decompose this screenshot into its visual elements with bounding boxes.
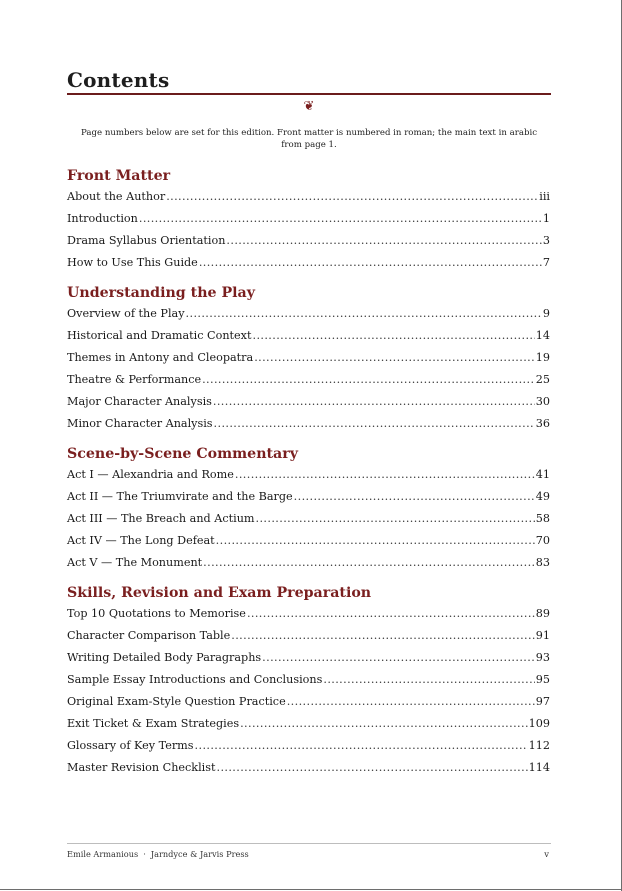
toc-entry-label: How to Use This Guide — [67, 256, 198, 269]
dot-leader — [287, 691, 535, 713]
toc-entry-page: 83 — [535, 556, 550, 569]
toc-entry-label: Master Revision Checklist — [67, 761, 216, 774]
dot-leader — [256, 508, 535, 530]
toc-entry-label: Theatre & Performance — [67, 373, 202, 386]
toc-entry-label: Drama Syllabus Orientation — [67, 234, 226, 247]
table-of-contents — [67, 166, 550, 779]
toc-entry-page: 9 — [542, 307, 550, 320]
toc-entry-page: 97 — [535, 695, 550, 708]
fleuron-ornament-icon: ❦ — [303, 99, 315, 114]
toc-entry-label: Historical and Dramatic Context — [67, 329, 252, 342]
toc-entry[interactable] — [67, 757, 550, 779]
toc-entry-label: Act III — The Breach and Actium — [67, 512, 255, 525]
dot-leader — [166, 186, 538, 208]
dot-leader — [195, 735, 528, 757]
dot-leader — [254, 347, 535, 369]
toc-entry-label: About the Author — [67, 190, 166, 203]
toc-entry-page: 30 — [535, 395, 550, 408]
section-heading: Understanding the Play — [67, 285, 255, 301]
dot-leader — [213, 391, 535, 413]
toc-entry[interactable] — [67, 691, 550, 713]
toc-entry-label: Introduction — [67, 212, 138, 225]
toc-entry-page: 14 — [535, 329, 550, 342]
toc-entry[interactable] — [67, 713, 550, 735]
footer-separator: · — [143, 849, 146, 859]
toc-entry-page: 91 — [535, 629, 550, 642]
toc-entry-label: Sample Essay Introductions and Conclusions — [67, 673, 323, 686]
toc-entry-page: 114 — [528, 761, 550, 774]
toc-entry-page: 109 — [528, 717, 550, 730]
toc-entry-label: Exit Ticket & Exam Strategies — [67, 717, 240, 730]
dot-leader — [294, 486, 535, 508]
footer-credits — [67, 849, 249, 859]
pagination-note: Page numbers below are set for this edition. Front matter is numbered in roman; the main text in arabic from page 1. — [80, 128, 538, 150]
toc-entry[interactable] — [67, 530, 550, 552]
dot-leader — [216, 530, 535, 552]
toc-entry[interactable] — [67, 552, 550, 574]
toc-entry-label: Glossary of Key Terms — [67, 739, 194, 752]
title-divider — [67, 93, 551, 95]
toc-entry-label: Minor Character Analysis — [67, 417, 213, 430]
toc-entry-page: 112 — [528, 739, 550, 752]
toc-entry-label: Overview of the Play — [67, 307, 185, 320]
dot-leader — [231, 625, 534, 647]
dot-leader — [235, 464, 535, 486]
toc-entry-page: 7 — [542, 256, 550, 269]
toc-entry[interactable] — [67, 625, 550, 647]
toc-entry-label: Original Exam-Style Question Practice — [67, 695, 286, 708]
toc-entry-page: 41 — [535, 468, 550, 481]
toc-entry[interactable] — [67, 647, 550, 669]
toc-entry[interactable] — [67, 391, 550, 413]
page-title: Contents — [67, 68, 170, 93]
toc-section — [67, 166, 550, 274]
toc-entry[interactable] — [67, 508, 550, 530]
toc-entry-page: 93 — [535, 651, 550, 664]
toc-entry[interactable] — [67, 603, 550, 625]
dot-leader — [139, 208, 542, 230]
dot-leader — [240, 713, 528, 735]
dot-leader — [252, 325, 534, 347]
page-edge-bottom — [0, 889, 622, 890]
toc-entry[interactable] — [67, 208, 550, 230]
toc-entry[interactable] — [67, 669, 550, 691]
toc-entry[interactable] — [67, 369, 550, 391]
toc-entry-label: Act I — Alexandria and Rome — [67, 468, 234, 481]
footer-author: Emile Armanious — [67, 849, 139, 859]
toc-entry-page: 36 — [535, 417, 550, 430]
toc-entry-page: 49 — [535, 490, 550, 503]
toc-entry-page: 89 — [535, 607, 550, 620]
toc-entry-page: 95 — [535, 673, 550, 686]
toc-entry[interactable] — [67, 486, 550, 508]
toc-entry-label: Major Character Analysis — [67, 395, 212, 408]
footer-publisher: Jarndyce & Jarvis Press — [150, 849, 249, 859]
footer-divider — [67, 843, 551, 844]
dot-leader — [323, 669, 534, 691]
toc-entry[interactable] — [67, 325, 550, 347]
toc-entry[interactable] — [67, 347, 550, 369]
toc-entry-label: Themes in Antony and Cleopatra — [67, 351, 254, 364]
toc-section — [67, 283, 550, 435]
toc-entry[interactable] — [67, 303, 550, 325]
toc-entry-label: Writing Detailed Body Paragraphs — [67, 651, 262, 664]
dot-leader — [262, 647, 535, 669]
footer-page-number: v — [544, 849, 549, 859]
toc-section — [67, 583, 550, 779]
dot-leader — [226, 230, 541, 252]
toc-entry-label: Act IV — The Long Defeat — [67, 534, 215, 547]
section-heading: Skills, Revision and Exam Preparation — [67, 585, 372, 601]
toc-entry-label: Act II — The Triumvirate and the Barge — [67, 490, 293, 503]
toc-entry-page: 1 — [542, 212, 550, 225]
toc-entry-page: 25 — [535, 373, 550, 386]
toc-entry-label: Act V — The Monument — [67, 556, 203, 569]
toc-entry[interactable] — [67, 230, 550, 252]
dot-leader — [203, 552, 535, 574]
toc-entry[interactable] — [67, 413, 550, 435]
toc-entry-label: Character Comparison Table — [67, 629, 231, 642]
toc-entry-page: iii — [539, 190, 550, 203]
toc-section — [67, 444, 550, 574]
toc-entry[interactable] — [67, 735, 550, 757]
toc-entry-page: 19 — [535, 351, 550, 364]
dot-leader — [199, 252, 542, 274]
dot-leader — [186, 303, 542, 325]
dot-leader — [214, 413, 535, 435]
toc-entry[interactable] — [67, 464, 550, 486]
dot-leader — [247, 603, 535, 625]
dot-leader — [202, 369, 535, 391]
toc-entry-page: 70 — [535, 534, 550, 547]
section-heading: Front Matter — [67, 168, 171, 184]
toc-entry-page: 3 — [542, 234, 550, 247]
toc-entry-label: Top 10 Quotations to Memorise — [67, 607, 246, 620]
section-heading: Scene-by-Scene Commentary — [67, 446, 298, 462]
dot-leader — [216, 757, 527, 779]
toc-entry[interactable] — [67, 252, 550, 274]
toc-entry-page: 58 — [535, 512, 550, 525]
toc-entry[interactable] — [67, 186, 550, 208]
